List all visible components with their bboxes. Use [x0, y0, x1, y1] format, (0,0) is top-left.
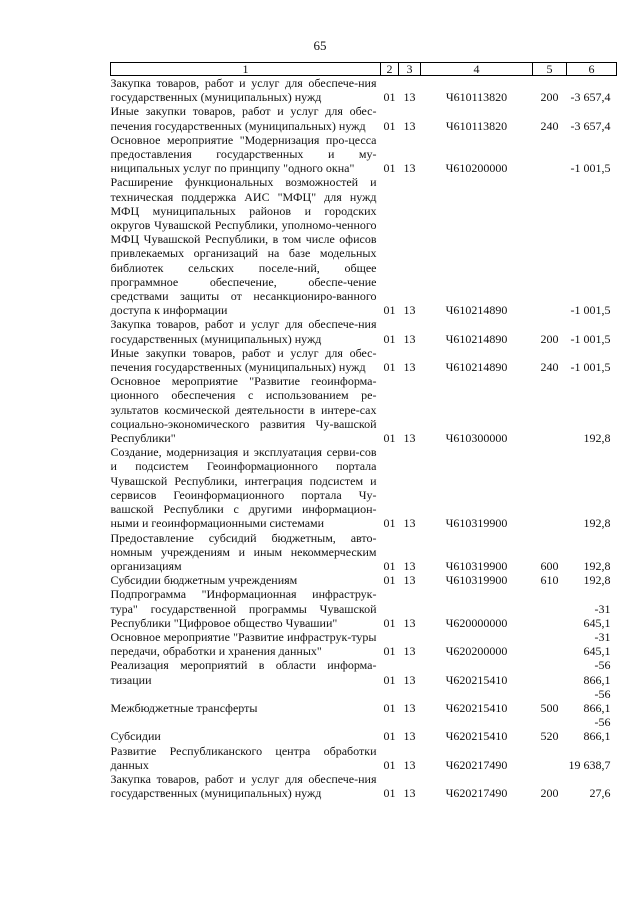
table-row: [111, 445, 617, 530]
row-expense-type: 500: [540, 700, 559, 715]
table-row: [111, 175, 617, 317]
table-row: [111, 76, 617, 105]
row-section: 01: [383, 786, 396, 801]
row-section: 01: [383, 729, 396, 744]
row-section: 01: [383, 360, 396, 375]
row-target-article: Ч620000000: [445, 615, 508, 630]
row-target-article: Ч610214890: [445, 303, 508, 318]
row-amount: -56 866,1: [583, 686, 611, 715]
row-target-article: Ч620215410: [445, 700, 508, 715]
row-target-article: Ч610214890: [445, 360, 508, 375]
row-amount: -3 657,4: [570, 118, 611, 133]
row-subsection: 13: [403, 431, 416, 446]
table-body: [111, 76, 617, 801]
row-expense-type: 200: [540, 331, 559, 346]
table-row: [111, 772, 617, 800]
row-subsection: 13: [403, 757, 416, 772]
table-header: [111, 63, 617, 76]
row-subsection: 13: [403, 516, 416, 531]
row-section: 01: [383, 573, 396, 588]
header-col-amount: 6: [567, 63, 617, 76]
row-expense-type: 240: [540, 118, 559, 133]
row-amount: 192,8: [583, 431, 611, 446]
row-section: 01: [383, 90, 396, 105]
header-col-expense-type: 5: [533, 63, 567, 76]
header-col-section: 2: [381, 63, 399, 76]
row-amount: -56 866,1: [583, 715, 611, 744]
row-target-article: Ч620215410: [445, 729, 508, 744]
row-expense-type: [533, 133, 567, 176]
row-amount: -1 001,5: [570, 303, 611, 318]
row-amount: -31 645,1: [583, 601, 611, 630]
row-section: 01: [383, 431, 396, 446]
row-amount: -1 001,5: [570, 360, 611, 375]
table-row: [111, 744, 617, 772]
row-expense-type: [533, 175, 567, 317]
row-section: 01: [383, 615, 396, 630]
row-expense-type: 240: [540, 360, 559, 375]
row-name: Закупка товаров, работ и услуг для обеспече-ния государственных (муниципальных) нужд: [110, 76, 377, 105]
row-amount: -31 645,1: [583, 629, 611, 659]
row-name: Закупка товаров, работ и услуг для обеспече-ния государственных (муниципальных) нужд: [110, 317, 377, 346]
budget-table: [110, 62, 617, 800]
row-target-article: Ч610319900: [445, 558, 508, 573]
row-expense-type: 520: [540, 729, 559, 744]
row-name: Основное мероприятие "Развитие инфраструк-туры передачи, обработки и хранения данных": [110, 629, 377, 659]
table-row: [111, 374, 617, 445]
row-subsection: 13: [403, 672, 416, 687]
row-name: Основное мероприятие "Развитие геоинформа-ционного обеспечения с использованием ре-зультатов космической деятельности в интере-сах социально-экономического развития Чу-вашской Республики": [110, 374, 377, 446]
row-expense-type: 610: [540, 573, 559, 588]
row-section: 01: [383, 331, 396, 346]
row-expense-type: [533, 630, 567, 658]
table-row: [111, 658, 617, 686]
row-target-article: Ч620200000: [445, 644, 508, 659]
row-section: 01: [383, 700, 396, 715]
table-row: [111, 317, 617, 345]
row-subsection: 13: [403, 786, 416, 801]
row-name: Закупка товаров, работ и услуг для обеспече-ния государственных (муниципальных) нужд: [110, 771, 377, 801]
row-subsection: 13: [403, 729, 416, 744]
table-row: [111, 715, 617, 743]
page-number: 65: [313, 38, 327, 53]
row-name: Иные закупки товаров, работ и услуг для обес-печения государственных (муниципальных) нужд: [110, 104, 377, 133]
row-name: Основное мероприятие "Модернизация про-цесса предоставления государственных и му-ниципальных услуг по принципу "одного окна": [110, 132, 377, 176]
row-expense-type: 200: [540, 786, 559, 801]
row-subsection: 13: [403, 331, 416, 346]
row-expense-type: [533, 445, 567, 530]
row-name: Субсидии бюджетным учреждениям: [110, 573, 298, 588]
row-subsection: 13: [403, 161, 416, 176]
row-section: 01: [383, 672, 396, 687]
row-amount: 192,8: [583, 573, 611, 588]
row-name: Иные закупки товаров, работ и услуг для обес-печения государственных (муниципальных) нужд: [110, 345, 377, 375]
row-expense-type: [533, 658, 567, 686]
row-target-article: Ч610300000: [445, 431, 508, 446]
row-amount: 192,8: [583, 558, 611, 573]
row-name: Предоставление субсидий бюджетным, авто-номным учреждениям и иным некоммерческим организациям: [110, 530, 377, 573]
table-row: [111, 531, 617, 574]
row-target-article: Ч620217490: [445, 786, 508, 801]
row-name: Реализация мероприятий в области информа-тизации: [110, 658, 377, 687]
row-target-article: Ч620217490: [445, 757, 508, 772]
header-col-name: 1: [111, 63, 381, 76]
table-row: [111, 104, 617, 132]
row-subsection: 13: [403, 558, 416, 573]
header-col-subsection: 3: [399, 63, 421, 76]
row-subsection: 13: [403, 360, 416, 375]
table-row: [111, 630, 617, 658]
row-name: Развитие Республиканского центра обработки данных: [110, 743, 377, 772]
row-target-article: Ч610319900: [445, 573, 508, 588]
row-amount: 19 638,7: [568, 757, 611, 772]
row-section: 01: [383, 118, 396, 133]
row-subsection: 13: [403, 118, 416, 133]
row-name: Расширение функциональных возможностей и техническая поддержка АИС "МФЦ" для нужд МФЦ муниципальных районов и городских округов Чувашской Республики, уполномо-ченного МФЦ Чувашской Республики, в том числе офисов привлекаемых организаций на базе модельных библиотек сельских поселе-ний, общее программное обеспечение, обеспе-чение средствами защиты от несанкциониро-ванного доступа к информации: [110, 175, 377, 318]
row-target-article: Ч610113820: [445, 118, 508, 133]
row-name: Межбюджетные трансферты: [110, 700, 258, 715]
row-subsection: 13: [403, 700, 416, 715]
row-target-article: Ч610200000: [445, 161, 508, 176]
row-target-article: Ч610113820: [445, 90, 508, 105]
row-amount: 192,8: [583, 516, 611, 531]
row-expense-type: 600: [540, 558, 559, 573]
row-subsection: 13: [403, 615, 416, 630]
row-section: 01: [383, 644, 396, 659]
table-row: [111, 587, 617, 630]
row-target-article: Ч610319900: [445, 516, 508, 531]
row-subsection: 13: [403, 644, 416, 659]
row-subsection: 13: [403, 90, 416, 105]
row-amount: 27,6: [589, 786, 611, 801]
row-expense-type: 200: [540, 90, 559, 105]
row-section: 01: [383, 757, 396, 772]
row-expense-type: [533, 374, 567, 445]
header-col-target-article: 4: [421, 63, 533, 76]
table-row: [111, 133, 617, 176]
row-section: 01: [383, 516, 396, 531]
row-section: 01: [383, 161, 396, 176]
row-expense-type: [533, 587, 567, 630]
row-name: Подпрограмма "Информационная инфраструк-тура" государственной программы Чувашской Республики "Цифровое общество Чувашии": [110, 587, 377, 630]
table-row: [111, 573, 617, 587]
row-amount: -56 866,1: [583, 658, 611, 687]
row-amount: -3 657,4: [570, 90, 611, 105]
row-subsection: 13: [403, 573, 416, 588]
row-section: 01: [383, 558, 396, 573]
row-amount: -1 001,5: [570, 331, 611, 346]
row-target-article: Ч620215410: [445, 672, 508, 687]
row-name: Субсидии: [110, 729, 161, 744]
row-target-article: Ч610214890: [445, 331, 508, 346]
row-name: Создание, модернизация и эксплуатация серви-сов и подсистем Геоинформационного портала Чувашской Республики, интеграция подсистем и сервисов Геоинформационного портала Чу-вашской Республики с другими информацион-ными и геоинформационными системами: [110, 445, 377, 531]
row-subsection: 13: [403, 303, 416, 318]
table-row: [111, 687, 617, 715]
row-section: 01: [383, 303, 396, 318]
table-row: [111, 346, 617, 374]
row-expense-type: [533, 744, 567, 772]
row-amount: -1 001,5: [570, 161, 611, 176]
